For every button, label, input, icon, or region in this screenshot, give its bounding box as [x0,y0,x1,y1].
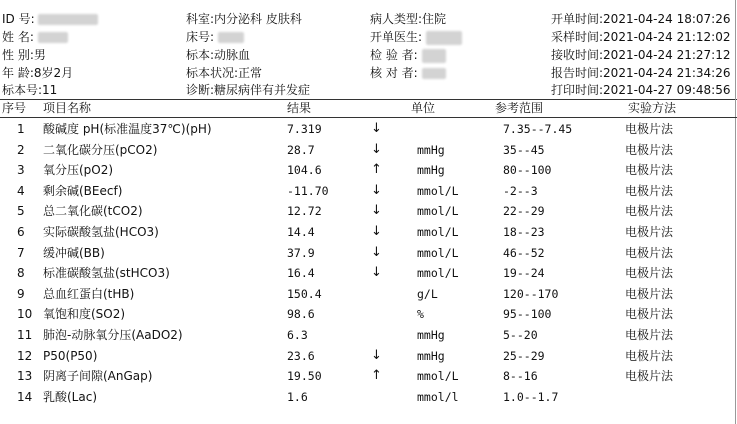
cell-result: 16.4 [287,266,315,280]
cell-result: 7.319 [287,122,322,136]
cell-flag: ↑ [371,162,382,177]
cell-name: 实际碳酸氢盐(HCO3) [43,225,159,239]
cell-unit: g/L [417,287,438,301]
cell-ref: 95--100 [503,307,552,321]
header-age-value: 8岁2月 [33,66,74,80]
cell-unit: mmol/L [417,266,459,280]
col-header-method: 实验方法 [628,101,677,115]
header-report-time-value: 2021-04-24 21:34:26 [603,66,731,80]
cell-name: 缓冲碱(BB) [43,246,105,260]
cell-result: 12.72 [287,204,322,218]
cell-unit: mmHg [417,143,445,157]
cell-name: 氧分压(pO2) [43,163,114,177]
header-receive-time-label: 接收时间: [551,48,604,62]
cell-result: 23.6 [287,349,315,363]
cell-no: 5 [17,204,25,218]
header-sample-time-label: 采样时间: [551,30,604,44]
header-specimen-status-label: 标本状况: [186,66,239,80]
cell-flag: ↓ [371,203,382,218]
cell-flag: ↓ [371,224,382,239]
cell-name: 肺泡-动脉氧分压(AaDO2) [43,328,183,342]
cell-ref: 18--23 [503,225,545,239]
header-order-time [551,11,731,27]
header-specimen-status [186,65,262,81]
header-name [2,29,68,45]
header-specimen-no-value: 11 [42,83,58,97]
cell-unit: mmol/L [417,369,459,383]
header-checker [370,65,446,81]
cell-method: 电极片法 [625,349,674,363]
cell-no: 2 [17,143,25,157]
redacted-bed [218,32,244,43]
cell-method: 电极片法 [625,204,674,218]
cell-ref: 1.0--1.7 [503,390,559,404]
cell-flag: ↓ [371,121,382,136]
header-report-time-label: 报告时间: [551,66,604,80]
cell-no: 9 [17,287,25,301]
cell-name: 阴离子间隙(AnGap) [43,369,153,383]
redacted-doctor [426,31,462,45]
col-header-no: 序号 [2,101,27,115]
header-patient-type-value: 住院 [422,12,447,26]
header-sample-time-value: 2021-04-24 21:12:02 [603,30,731,44]
header-diagnosis-label: 诊断: [186,83,215,97]
cell-no: 8 [17,266,25,280]
cell-no: 14 [17,390,33,404]
cell-unit: mmol/L [417,225,459,239]
header-print-time-value: 2021-04-27 09:48:56 [603,83,731,97]
header-age [2,65,73,81]
cell-flag: ↓ [371,348,382,363]
header-id [2,11,98,27]
cell-flag: ↑ [371,368,382,383]
cell-ref: 80--100 [503,163,552,177]
cell-unit: mmHg [417,349,445,363]
cell-method: 电极片法 [625,122,674,136]
redacted-name [38,32,68,43]
cell-method: 电极片法 [625,184,674,198]
col-header-result: 结果 [287,101,312,115]
cell-unit: mmol/L [417,184,459,198]
cell-name: 总二氧化碳(tCO2) [43,204,143,218]
cell-method: 电极片法 [625,143,674,157]
cell-name: 二氧化碳分压(pCO2) [43,143,158,157]
cell-unit: mmol/L [417,246,459,260]
cell-result: 37.9 [287,246,315,260]
header-dept-value: 内分泌科 皮肤科 [214,12,302,26]
cell-unit: mmol/l [417,390,459,404]
cell-name: 乳酸(Lac) [43,390,98,404]
cell-ref: 5--20 [503,328,538,342]
header-doctor [370,29,462,45]
header-patient-type [370,11,446,27]
header-specimen-status-value: 正常 [238,66,263,80]
cell-no: 10 [17,307,33,321]
header-sex-value: 男 [33,48,46,62]
col-header-name: 项目名称 [43,101,92,115]
cell-result: 19.50 [287,369,322,383]
cell-result: 1.6 [287,390,308,404]
header-specimen-label: 标本: [186,48,215,62]
cell-result: 14.4 [287,225,315,239]
redacted-tester [422,49,446,63]
header-name-label: 姓 名: [2,30,34,44]
cell-result: 98.6 [287,307,315,321]
cell-ref: 35--45 [503,143,545,157]
column-header-divider [0,117,737,118]
cell-method: 电极片法 [625,246,674,260]
col-header-ref: 参考范围 [495,101,544,115]
header-tester-label: 检 验 者: [370,48,418,62]
cell-ref: 22--29 [503,204,545,218]
cell-ref: 25--29 [503,349,545,363]
cell-unit: mmol/L [417,204,459,218]
cell-unit: mmHg [417,328,445,342]
cell-result: -11.70 [287,184,329,198]
cell-name: 标准碳酸氢盐(stHCO3) [43,266,170,280]
cell-result: 104.6 [287,163,322,177]
cell-ref: 19--24 [503,266,545,280]
cell-unit: mmHg [417,163,445,177]
header-receive-time [551,47,731,63]
cell-name: 剩余碱(BEecf) [43,184,123,198]
cell-method: 电极片法 [625,328,674,342]
header-receive-time-value: 2021-04-24 21:27:12 [603,48,731,62]
header-id-label: ID 号: [2,12,35,26]
header-print-time [551,82,731,98]
header-checker-label: 核 对 者: [370,66,418,80]
header-specimen-no [2,82,57,98]
cell-ref: 120--170 [503,287,559,301]
cell-flag: ↓ [371,142,382,157]
cell-ref: -2--3 [503,184,538,198]
header-diagnosis-value: 糖尿病伴有并发症 [214,83,311,97]
cell-flag: ↓ [371,245,382,260]
cell-no: 7 [17,246,25,260]
cell-result: 6.3 [287,328,308,342]
header-divider [0,99,737,100]
cell-ref: 7.35--7.45 [503,122,573,136]
cell-ref: 8--16 [503,369,538,383]
header-doctor-label: 开单医生: [370,30,423,44]
header-specimen-no-label: 标本号: [2,83,43,97]
cell-method: 电极片法 [625,266,674,280]
header-specimen-value: 动脉血 [214,48,251,62]
redacted-id [38,14,98,25]
header-order-time-value: 2021-04-24 18:07:26 [603,12,731,26]
cell-no: 4 [17,184,25,198]
cell-flag: ↓ [371,183,382,198]
cell-method: 电极片法 [625,287,674,301]
cell-result: 150.4 [287,287,322,301]
cell-no: 3 [17,163,25,177]
right-border [735,0,736,424]
cell-no: 12 [17,349,33,363]
header-bed [186,29,244,45]
header-age-label: 年 龄: [2,66,34,80]
header-dept-label: 科室: [186,12,215,26]
cell-no: 13 [17,369,33,383]
redacted-checker [422,68,446,79]
cell-method: 电极片法 [625,307,674,321]
cell-result: 28.7 [287,143,315,157]
header-print-time-label: 打印时间: [551,83,604,97]
header-diagnosis [186,82,310,98]
header-sample-time [551,29,731,45]
cell-no: 6 [17,225,25,239]
header-bed-label: 床号: [186,30,215,44]
cell-name: 氧饱和度(SO2) [43,307,126,321]
cell-method: 电极片法 [625,163,674,177]
cell-name: P50(P50) [43,349,98,363]
cell-name: 酸碱度 pH(标准温度37℃)(pH) [43,122,212,136]
header-report-time [551,65,731,81]
header-tester [370,47,446,63]
cell-method: 电极片法 [625,369,674,383]
cell-no: 11 [17,328,33,342]
header-patient-type-label: 病人类型: [370,12,423,26]
header-order-time-label: 开单时间: [551,12,604,26]
cell-ref: 46--52 [503,246,545,260]
col-header-unit: 单位 [411,101,436,115]
cell-flag: ↓ [371,265,382,280]
cell-unit: % [417,307,424,321]
header-sex-label: 性 别: [2,48,34,62]
cell-no: 1 [17,122,25,136]
cell-method: 电极片法 [625,225,674,239]
header-specimen [186,47,250,63]
header-sex [2,47,46,63]
header-dept [186,11,302,27]
cell-name: 总血红蛋白(tHB) [43,287,135,301]
